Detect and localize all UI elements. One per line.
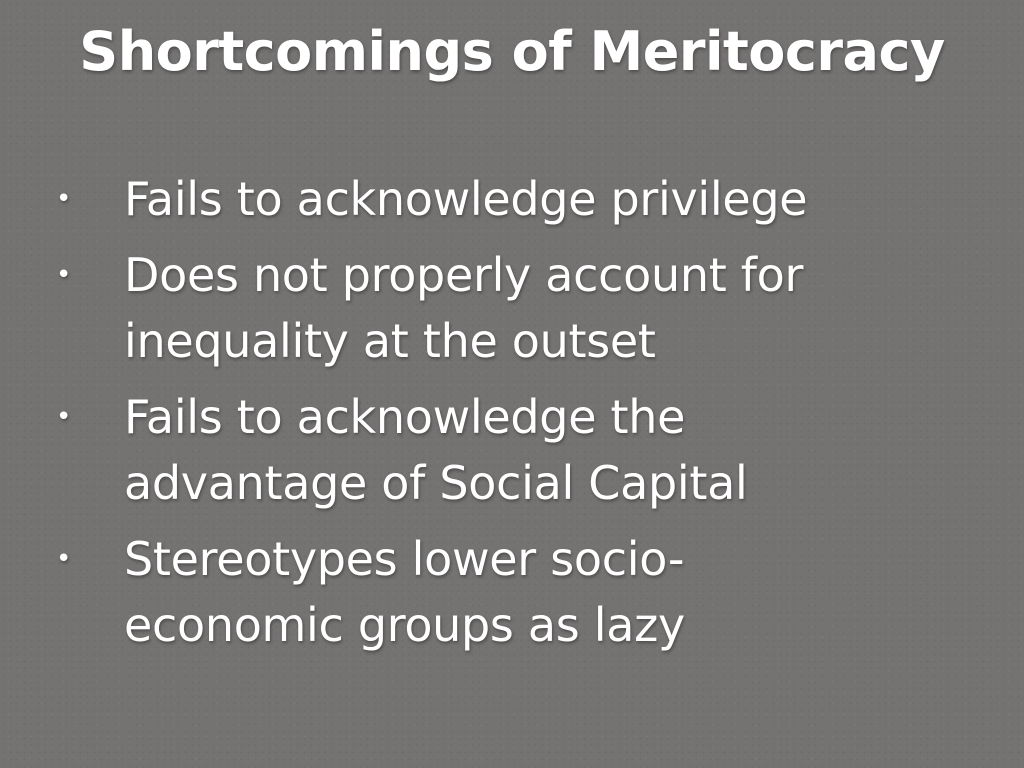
bullet-item-inequality (52, 242, 952, 374)
bullet-icon: • (56, 544, 72, 574)
bullet-text-line1: Does not properly account for (124, 248, 804, 302)
bullet-text: Fails to acknowledge privilege (124, 172, 808, 226)
bullet-list (52, 166, 952, 668)
bullet-text-line2: advantage of Social Capital (124, 456, 748, 510)
bullet-text-line1: Fails to acknowledge the (124, 390, 686, 444)
bullet-text-line1: Stereotypes lower socio- (124, 532, 685, 586)
bullet-item-social-capital (52, 384, 952, 516)
bullet-text-line2: economic groups as lazy (124, 598, 685, 652)
slide-title: Shortcomings of Meritocracy (79, 20, 945, 83)
bullet-icon: • (56, 402, 72, 432)
bullet-icon: • (56, 184, 72, 214)
bullet-text-line2: inequality at the outset (124, 314, 656, 368)
bullet-icon: • (56, 260, 72, 290)
bullet-item-stereotypes (52, 526, 952, 658)
bullet-item-privilege (52, 166, 952, 232)
